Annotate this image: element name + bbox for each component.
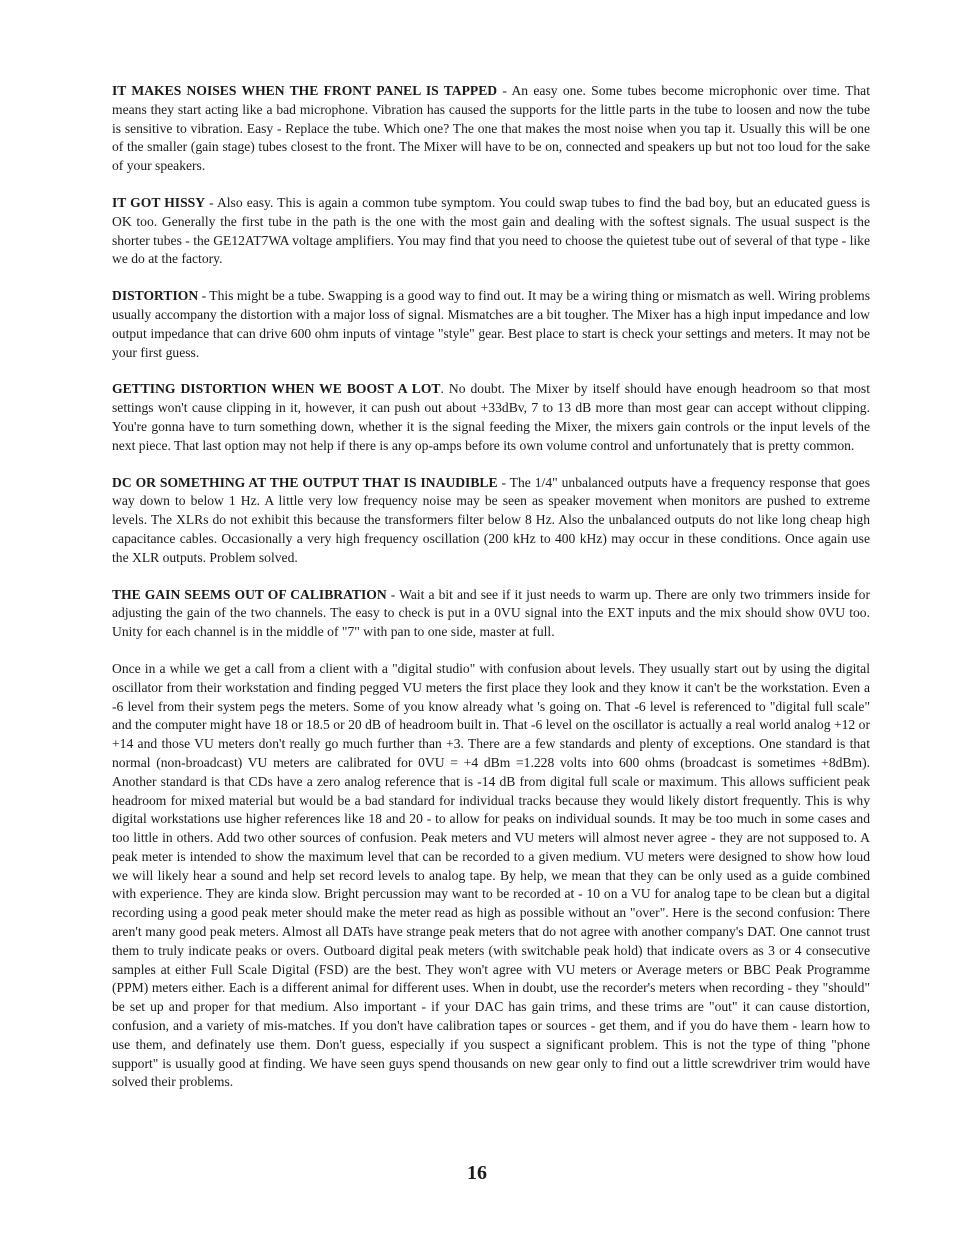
section-body: - Also easy. This is again a common tube symptom. You could swap tubes to find the bad boy, but an educated guess is OK too. Generally the first tube in the path is the one with the most gain and dealing with the softest signals. The usual suspect is the shorter tubes - the GE12AT7WA voltage amplifiers. You may find that you need to choose the quietest tube out of several of that type - like we do at the factory. <box>112 194 870 267</box>
section-hissy <box>112 194 870 269</box>
section-digital-levels <box>112 660 870 1092</box>
section-body: - The 1/4" unbalanced outputs have a frequency response that goes way down to below 1 Hz. A little very low frequency noise may be seen as speaker movement when monitors are pushed to extreme levels. The XLRs do not exhibit this because the transformers filter below 8 Hz. Also the unbalanced outputs do not like long cheap high capacitance cables. Occasionally a very high frequency oscillation (200 kHz to 400 kHz) may occur in these conditions. Once again use the XLR outputs. Problem solved. <box>112 474 870 565</box>
section-body: Once in a while we get a call from a client with a "digital studio" with confusion about levels. They usually start out by using the digital oscillator from their workstation and finding pegged VU meters the first place they look and they know it can't be the workstation. Even a -6 level from their system pegs the meters. Some of you know already what 's going on. That -6 level is referenced to "digital full scale" and the computer might have 18 or 18.5 or 20 dB of headroom built in. That -6 level on the oscillator is actually a real world analog +12 or +14 and those VU meters don't really go much further than +3. There are a few standards and plenty of exceptions. One standard is that normal (non-broadcast) VU meters are calibrated for 0VU = +4 dBm =1.228 volts into 600 ohms (broadcast is sometimes +8dBm). Another standard is that CDs have a zero analog reference that is -14 dB from digital full scale or maximum. This allows sufficient peak headroom for mixed material but would be a bad standard for individual tracks because they would likely distort frequently. This is why digital workstations use higher references like 18 and 20 - to allow for peaks on individual sounds. It may be too much in some cases and too little in others. Add two other sources of confusion. Peak meters and VU meters will almost never agree - they are not supposed to. A peak meter is intended to show the maximum level that can be recorded to a given medium. VU meters were designed to show how loud we will likely hear a sound and help set record levels to analog tape. By help, we mean that they can be only used as a guide combined with experience. They are kinda slow. Bright percussion may want to be recorded at - 10 on a VU for analog tape to be clean but a digital recording using a good peak meter should make the meter read as high as possible without an "over". Here is the second confusion: There aren't many good peak meters. Almost all DATs have strange peak meters that do not agree with another company's DAT. One cannot trust them to truly indicate peaks or overs. Outboard digital peak meters (with switchable peak hold) that indicate overs as 3 or 4 consecutive samples at either Full Scale Digital (FSD) are the best. They won't agree with VU meters or Average meters or BBC Peak Programme (PPM) meters either. Each is a different animal for different uses. When in doubt, use the recorder's meters when recording - they "should" be set up and proper for that medium. Also important - if your DAC has gain trims, and these trims are "out" it can cause distortion, confusion, and a variety of mis-matches. If you don't have calibration tapes or sources - get them, and if you do have them - learn how to use them, and definately use them. Don't guess, especially if you suspect a significant problem. This is not the type of thing "phone support" is usually good at finding. We have seen guys spend thousands on new gear only to find out a little screwdriver trim would have solved their problems. <box>112 660 870 1090</box>
section-body: . No doubt. The Mixer by itself should have enough headroom so that most settings won't cause clipping in it, however, it can push out about +33dBv, 7 to 13 dB more than most gear can accept without clipping. You're gonna have to turn something down, whether it is the signal feeding the Mixer, the mixers gain controls or the input levels of the next piece. That last option may not help if there is any op-amps before its own volume control and unfortunately that is pretty common. <box>112 381 870 453</box>
section-heading: THE GAIN SEEMS OUT OF CALIBRATION <box>112 586 387 602</box>
section-heading: GETTING DISTORTION WHEN WE BOOST A LOT <box>112 381 441 397</box>
section-distortion <box>112 287 870 362</box>
page-body <box>112 82 870 1110</box>
section-body: - This might be a tube. Swapping is a good way to find out. It may be a wiring thing or mismatch as well. Wiring problems usually accompany the distortion with a major loss of signal. Mismatches are a bit tougher. The Mixer has a high input impedance and low output impedance that can drive 600 ohm inputs of vintage "style" gear. Best place to start is check your settings and meters. It may not be your first guess. <box>112 288 870 360</box>
section-boost-distortion <box>112 380 870 455</box>
section-dc-output <box>112 474 870 568</box>
page-number: 16 <box>467 1162 487 1184</box>
section-body: - An easy one. Some tubes become microphonic over time. That means they start acting like a bad microphone. Vibration has caused the supports for the little parts in the tube to loosen and now the tube is sensitive to vibration. Easy - Replace the tube. Which one? The one that makes the most noise when you tap it. Usually this will be one of the smaller (gain stage) tubes closest to the front. The Mixer will have to be on, connected and speakers up but not too loud for the sake of your speakers. <box>112 83 870 174</box>
section-heading: IT GOT HISSY <box>112 194 206 210</box>
section-microphonic-tubes <box>112 82 870 176</box>
section-heading: DISTORTION <box>112 288 199 304</box>
section-heading: DC OR SOMETHING AT THE OUTPUT THAT IS INAUDIBLE <box>112 474 498 490</box>
section-body: - Wait a bit and see if it just needs to warm up. There are only two trimmers inside for adjusting the gain of the two channels. The easy to check is put in a 0VU signal into the EXT inputs and the mix should show 0VU too. Unity for each channel is in the middle of "7" with pan to one side, master at full. <box>112 586 870 640</box>
section-gain-calibration <box>112 586 870 642</box>
section-heading: IT MAKES NOISES WHEN THE FRONT PANEL IS TAPPED <box>112 83 498 98</box>
